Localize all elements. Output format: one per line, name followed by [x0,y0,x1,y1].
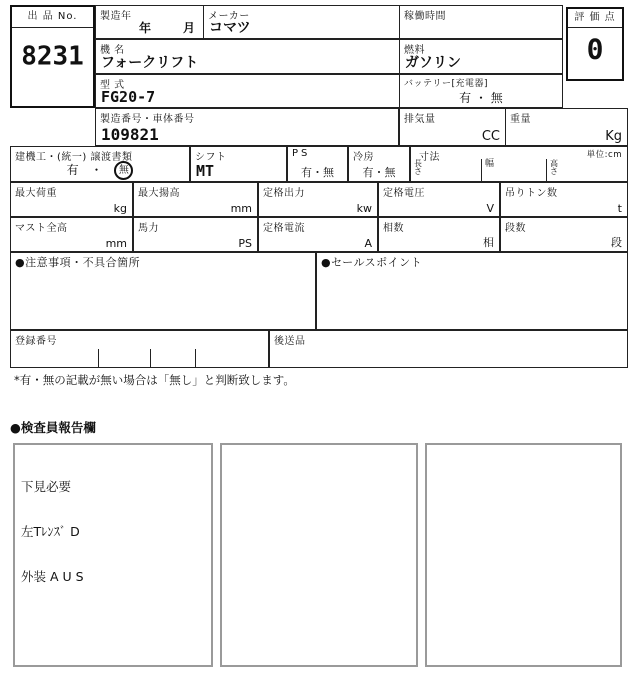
displacement-cell [399,108,506,146]
transfer-docs-cell [10,146,190,182]
rated-output-cell [258,182,378,217]
crane-tons-label: 吊りトン数 [505,188,558,199]
machine-name-label: 機 名 [100,45,125,56]
mfg-year-suffix: 年 [138,21,151,35]
rated-current-cell [258,217,378,252]
mast-height-label: マスト全高 [15,223,68,234]
docs-no-circled: 無 [114,161,133,180]
model-value: FG20-7 [101,88,156,106]
fuel-cell [399,39,563,74]
lot-number-label: 出 品 No. [12,7,93,28]
divider-tick [150,349,151,368]
footnote-text: *有・無の記載が無い場合は「無し」と判断致します。 [14,373,295,387]
lot-number-value: 8231 [21,41,84,72]
docs-separator: ・ [90,163,103,177]
hours-cell [399,5,563,39]
ps-cell [287,146,348,182]
displacement-unit: CC [481,129,500,144]
weight-label: 重量 [510,114,531,125]
crane-tons-cell [500,182,628,217]
max-lift-label: 最大揚高 [138,188,180,199]
shift-value: MT [196,162,215,180]
weight-unit: Kg [605,129,622,144]
battery-cell [399,74,563,108]
stage-count-label: 段数 [505,223,526,234]
dimensions-label: 寸法 [419,152,440,163]
inspector-line: 左Tﾚﾝｽﾞ D [21,524,80,539]
mast-height-cell [10,217,133,252]
dims-divider-1 [481,159,482,181]
sent-later-label: 後送品 [274,336,306,347]
max-load-label: 最大荷重 [15,188,57,199]
mfg-year-cell [95,5,204,39]
lot-number-box [10,5,95,108]
divider-tick [195,349,196,368]
dims-divider-2 [546,159,547,181]
inspector-report-box-2 [220,443,418,667]
cooling-value: 有・無 [362,166,396,179]
sales-point-cell [316,252,628,330]
horsepower-label: 馬力 [138,223,159,234]
hours-label: 稼働時間 [404,11,446,22]
stage-count-cell [500,217,628,252]
crane-tons-unit: t [617,202,622,215]
transfer-docs-label: 建機工・(統一) 譲渡書類 [15,152,133,163]
dims-length-label: 長さ [414,159,422,176]
caution-notes-cell [10,252,316,330]
sales-point-label: ●セールスポイント [321,256,423,269]
cooling-label: 冷房 [353,152,374,163]
rated-output-label: 定格出力 [263,188,305,199]
inspector-line: 外装 A U S [21,569,84,584]
ps-label: PS [292,148,311,159]
model-cell [95,74,400,108]
shift-label: シフト [195,152,227,163]
rated-voltage-label: 定格電圧 [383,188,425,199]
score-label: 評 価 点 [568,9,622,28]
cooling-cell [348,146,410,182]
serial-cell [95,108,399,146]
divider-tick [98,349,99,368]
phase-count-cell [378,217,500,252]
rated-current-label: 定格電流 [263,223,305,234]
machine-name-value: フォークリフト [101,55,199,71]
weight-cell [505,108,628,146]
maker-label: メーカー [208,11,250,22]
serial-label: 製造番号・車体番号 [100,114,195,125]
rated-voltage-cell [378,182,500,217]
score-value: 0 [586,32,604,66]
mfg-month-suffix: 月 [182,21,195,35]
phase-count-unit: 相 [483,236,494,249]
maker-value: コマツ [209,20,251,36]
rated-voltage-unit: V [486,202,494,215]
rated-current-unit: A [364,237,372,250]
dims-height-label: 高さ [550,159,558,176]
horsepower-cell [133,217,258,252]
rated-output-unit: kw [356,202,372,215]
model-label: 型 式 [100,80,125,91]
transfer-docs-value [11,161,189,180]
phase-count-label: 相数 [383,223,404,234]
sent-later-cell [269,330,628,368]
stage-count-unit: 段 [611,236,622,249]
inspector-report-box-3 [425,443,622,667]
inspector-line: 下見必要 [21,479,72,494]
mfg-year-title: 製造年 [100,11,132,22]
dimensions-cell [410,146,628,182]
displacement-label: 排気量 [404,114,436,125]
inspector-section-title: ●検査員報告欄 [10,420,96,435]
ps-value: 有・無 [301,166,334,179]
dimensions-unit: 単位:cm [586,150,622,160]
max-lift-cell [133,182,258,217]
max-lift-unit: mm [230,202,252,215]
serial-value: 109821 [101,125,159,144]
registration-number-label: 登録番号 [15,336,57,347]
max-load-cell [10,182,133,217]
dims-width-label: 幅 [485,159,495,169]
battery-value: 有 ・ 無 [459,91,503,105]
maker-cell [203,5,400,39]
fuel-label: 燃料 [404,45,425,56]
registration-number-cell [10,330,269,368]
horsepower-unit: PS [238,237,252,250]
score-box [566,7,624,81]
caution-notes-label: ●注意事項・不具合箇所 [15,256,141,269]
shift-cell [190,146,287,182]
inspector-report-lines [15,445,211,618]
battery-label: バッテリー[充電器] [404,79,489,89]
fuel-value: ガソリン [405,55,461,71]
docs-yes: 有 [66,163,79,177]
inspector-report-box-1 [13,443,213,667]
mast-height-unit: mm [105,237,127,250]
max-load-unit: kg [113,202,127,215]
machine-name-cell [95,39,400,74]
